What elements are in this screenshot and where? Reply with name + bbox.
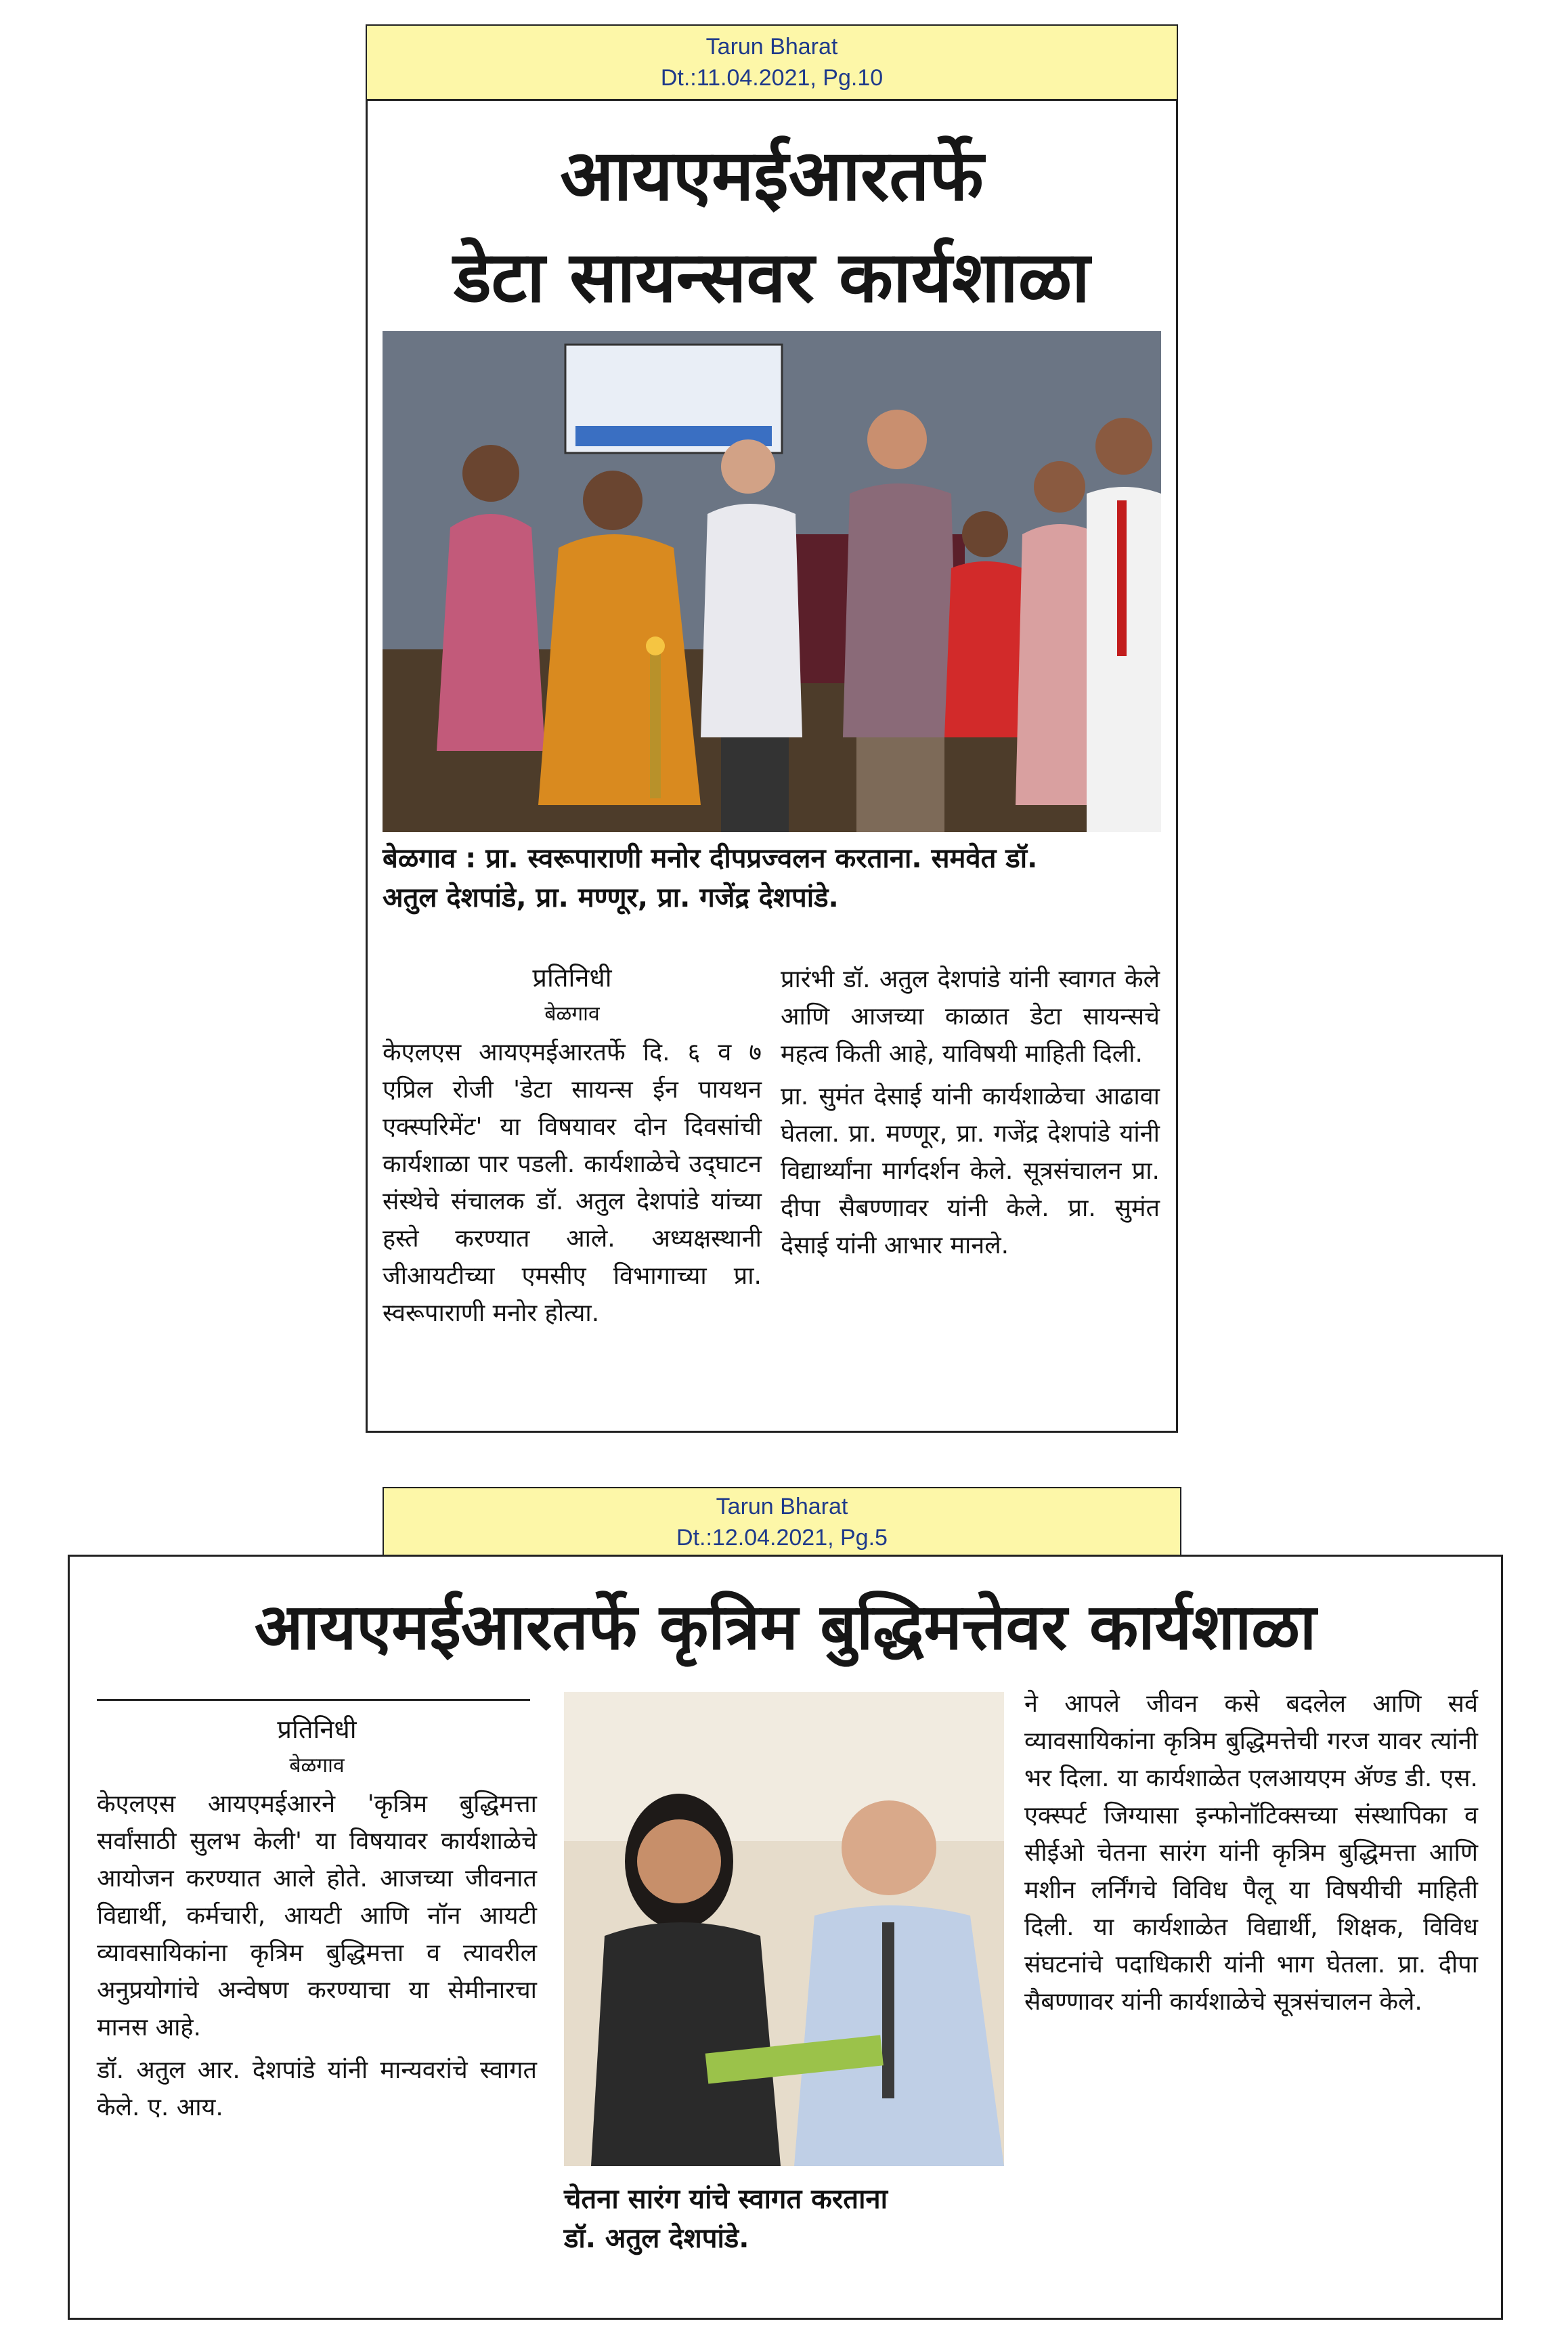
clipping1-byline: प्रतिनिधी [532, 963, 612, 993]
clipping1-right-para1: प्रारंभी डॉ. अतुल देशपांडे यांनी स्वागत केले आणि आजच्या काळात डेटा सायन्सचे महत्व किती आहे, याविषयी माहिती दिली. [781, 966, 1160, 1068]
clipping1-date-page: Dt.:11.04.2021, Pg.10 [660, 65, 884, 91]
clipping2-publication: Tarun Bharat [716, 1494, 848, 1519]
lamp [650, 649, 661, 798]
clipping1-left-text: केएलएस आयएमईआरतर्फे दि. ६ व ७ एप्रिल रोजी 'डेटा सायन्स ईन पायथन एक्स्परिमेंट' या विषयावर दोन दिवसांची कार्यशाळा पार पडली. कार्यशाळेचे उद्‌घाटन संस्थेचे संचालक डॉ. अतुल देशपांडे यांच्या हस्ते करण्यात आले. अध्यक्षस्थानी जीआयटीच्या एमसीए विभागाच्या प्रा. स्वरूपाराणी मनोर होत्या. [383, 1039, 762, 1327]
clipping2-left-rule [97, 1699, 530, 1701]
clipping2-caption [564, 2180, 1004, 2258]
clipping2-photo-illustration [564, 1692, 1004, 2166]
clipping2-right-text: ने आपले जीवन कसे बदलेल आणि सर्व व्यावसायिकांना कृत्रिम बुद्धिमत्तेची गरज यावर त्यांनी भर दिला. या कार्यशाळेत एलआयएम ॲण्ड डी. एस. एक्स्पर्ट जिग्यासा इन्फोनॉटिक्सच्या संस्थापिका व सीईओ चेतना सारंग यांनी कृत्रिम बुद्धिमत्ता आणि मशीन लर्निंगचे विविध पैलू या विषयीची माहिती दिली. या कार्यशाळेत विद्यार्थी, शिक्षक, विविध संघटनांचे पदाधिकारी यांनी भाग घेतला. प्रा. दीपा सैबण्णावर यांनी कार्यशाळेचे सूत्रसंचालन केले. [1024, 1690, 1478, 2016]
clipping2-byline: प्रतिनिधी [277, 1714, 357, 1744]
clipping1-right-para2: प्रा. सुमंत देसाई यांनी कार्यशाळेचा आढावा घेतला. प्रा. मण्णूर, प्रा. गजेंद्र देशपांडे यांनी विद्यार्थ्यांना मार्गदर्शन केले. सूत्रसंचालन प्रा. दीपा सैबण्णावर यांनी केले. प्रा. सुमंत देसाई यांनी आभार मानले. [781, 1083, 1160, 1259]
clipping1-left-column [383, 961, 762, 1337]
clipping2-photo [564, 1692, 1004, 2166]
clipping1-article [366, 99, 1178, 1433]
clipping2-headline: आयएमईआरतर्फे कृत्रिम बुद्धिमत्तेवर कार्यशाळा [254, 1591, 1317, 1664]
clipping1-place: बेळगाव [544, 1002, 600, 1026]
clipping1-caption-line2: अतुल देशपांडे, प्रा. मण्णूर, प्रा. गजेंद्र देशपांडे. [383, 882, 839, 913]
clipping2-date-page: Dt.:12.04.2021, Pg.5 [676, 1525, 888, 1551]
clipping2-left-para1: केएलएस आयएमईआरने 'कृत्रिम बुद्धिमत्ता सर्वांसाठी सुलभ केली' या विषयावर कार्यशाळेचे आयोजन करण्यात आले होते. आजच्या जीवनात विद्यार्थी, कर्मचारी, आयटी आणि नॉन आयटी व्यावसायिकांना कृत्रिम बुद्धिमत्ता व त्यावरील अनुप्रयोगांचे अन्वेषण करण्याचा या सेमीनारचा मानस आहे. [97, 1790, 537, 2041]
clipping1-headline-line2: डेटा सायन्सवर कार्यशाळा [454, 236, 1090, 318]
clipping1-caption [383, 839, 1161, 917]
clipping2-right-column [1024, 1685, 1478, 2026]
clipping2-caption-line1: चेतना सारंग यांचे स्वागत करताना [564, 2184, 888, 2215]
clipping2-place: बेळगाव [289, 1754, 345, 1777]
clipping2-article [68, 1555, 1503, 2320]
clipping1-right-column [781, 961, 1160, 1270]
clipping1-caption-line1: बेळगाव : प्रा. स्वरूपाराणी मनोर दीपप्रज्वलन करताना. समवेत डॉ. [383, 843, 1038, 874]
clipping1-header [366, 24, 1178, 99]
clipping2-header [383, 1487, 1181, 1555]
clipping1-publication: Tarun Bharat [705, 34, 838, 60]
clipping1-headline-line1: आयएमईआरतर्फे [560, 134, 984, 217]
clipping2-caption-line2: डॉ. अतुल देशपांडे. [564, 2223, 749, 2254]
clipping2-left-para2: डॉ. अतुल आर. देशपांडे यांनी मान्यवरांचे स्वागत केले. ए. आय. [97, 2056, 537, 2121]
clipping1-photo [383, 331, 1161, 832]
clipping1-photo-illustration [383, 331, 1161, 832]
clipping2-left-column [97, 1712, 537, 2132]
